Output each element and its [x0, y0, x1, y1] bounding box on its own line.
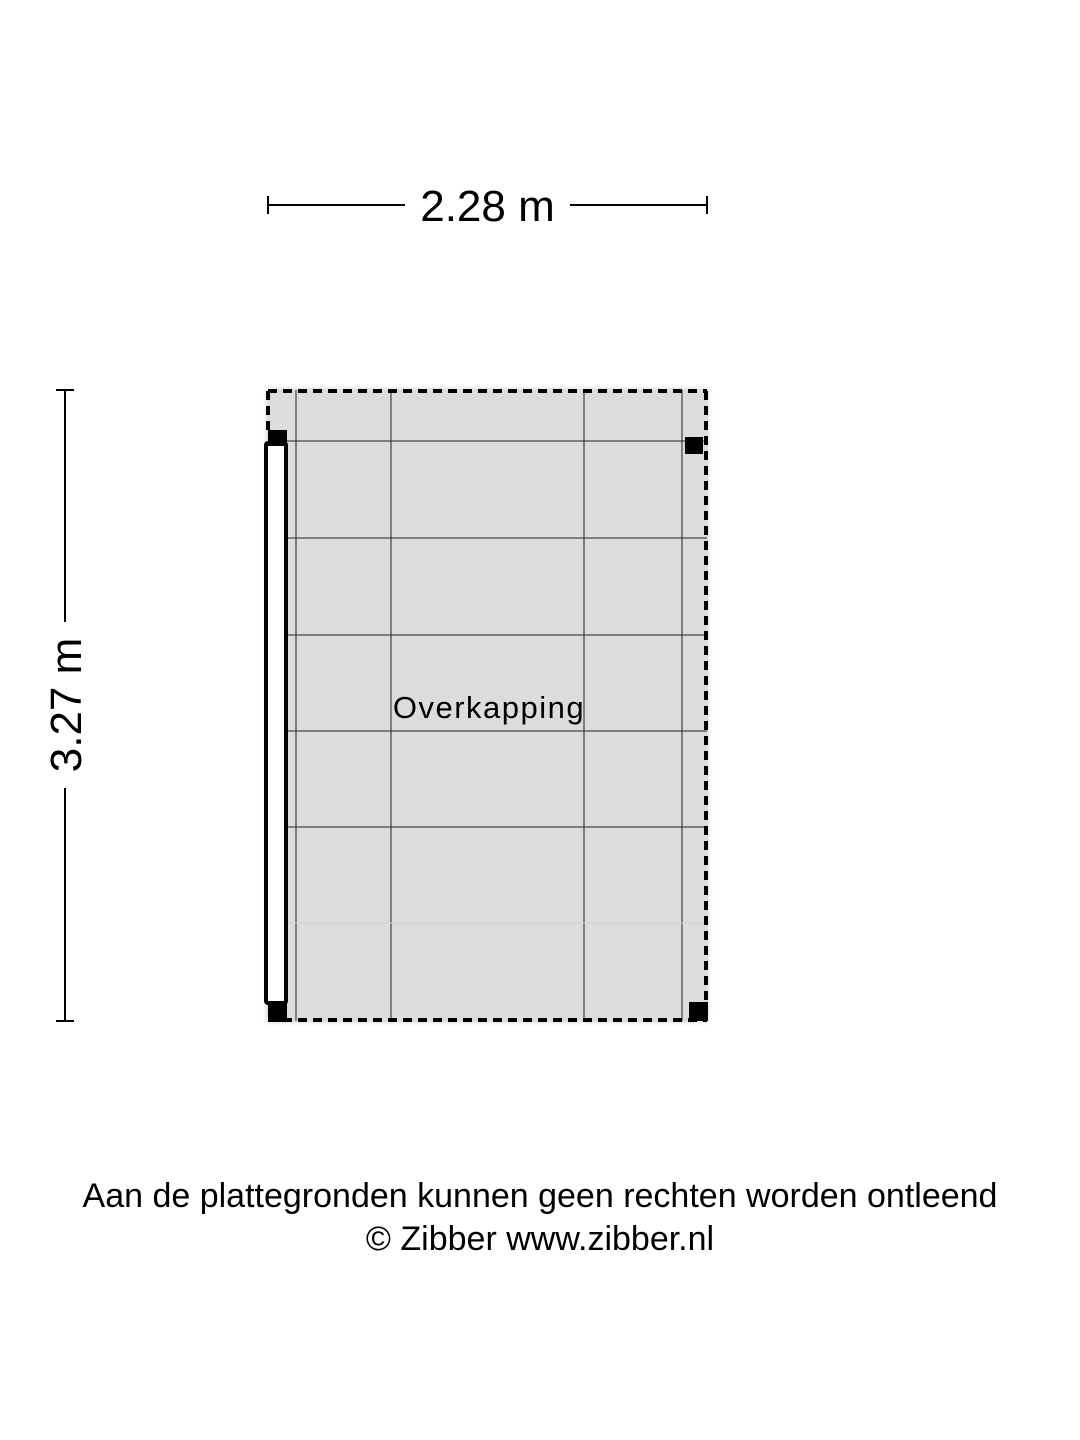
post-top-right	[685, 437, 703, 454]
disclaimer-text: Aan de plattegronden kunnen geen rechten worden ontleend	[82, 1177, 998, 1215]
left-wall	[266, 443, 286, 1003]
width-dimension	[268, 182, 707, 231]
room-overkapping	[266, 390, 708, 1022]
depth-dimension	[42, 390, 91, 1021]
room-label: Overkapping	[392, 690, 586, 725]
post-bottom-right	[689, 1002, 708, 1021]
copyright-text: © Zibber www.zibber.nl	[365, 1220, 715, 1258]
width-dimension-label: 2.28 m	[420, 182, 555, 231]
post-bottom-left	[268, 1003, 287, 1022]
post-top-left	[268, 430, 287, 446]
depth-dimension-label: 3.27 m	[42, 637, 91, 773]
